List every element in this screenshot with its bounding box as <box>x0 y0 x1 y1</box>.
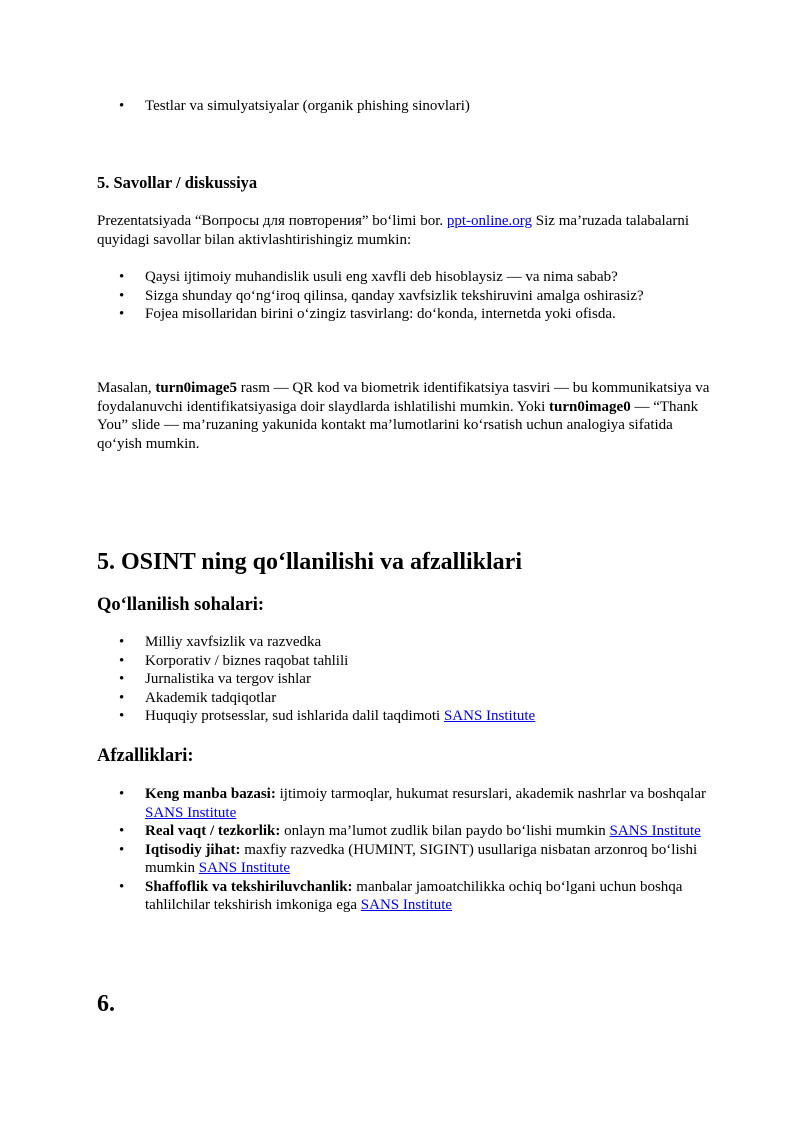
advantage-title: Iqtisodiy jihat: <box>145 841 241 858</box>
list-item-text: Huquqiy protsesslar, sud ishlarida dalil taqdimoti <box>145 708 444 724</box>
advantage-title: Shaffoflik va tekshiriluvchanlik: <box>145 878 353 895</box>
intro-text-end: Siz ma’ruzada talabalarni quyidagi savollar bilan aktivlashtirishingiz mumkin: <box>97 213 690 248</box>
list-item <box>97 707 717 726</box>
list-item: • Akademik tadqiqotlar <box>97 689 717 708</box>
ppt-online-link[interactable]: ppt-online.org <box>446 213 533 229</box>
list-item: • Korporativ / biznes raqobat tahlili <box>97 652 717 671</box>
example-bold-term: turn0image5 <box>155 380 237 396</box>
advantage-title: Keng manba bazasi: <box>145 786 276 802</box>
list-item: • Jurnalistika va tergov ishlar <box>97 670 717 689</box>
list-item: • Fojea misollaridan birini o‘zingiz tasvirlang: do‘konda, internetda yoki ofisda. <box>97 305 717 324</box>
sans-institute-link[interactable]: SANS Institute <box>360 897 453 913</box>
questions-list <box>97 268 717 324</box>
advantage-title: Real vaqt / tezkorlik: <box>145 823 281 839</box>
advantage-text: manbalar jamoatchilikka ochiq bo‘lgani uchun boshqa tahlilchilar tekshirish imkoniga ega <box>145 878 683 913</box>
list-item: • Qaysi ijtimoiy muhandislik usuli eng xavfli deb hisoblaysiz — va nima sabab? <box>97 268 717 287</box>
example-paragraph <box>97 379 717 453</box>
list-item <box>97 878 717 915</box>
list-item <box>97 785 717 822</box>
sans-institute-link[interactable]: SANS Institute <box>198 860 291 876</box>
osint-heading: 5. OSINT ning qo‘llanilishi va afzalliklari <box>97 549 522 575</box>
advantage-text: maxfiy razvedka (HUMINT, SIGINT) usullariga nisbatan arzonroq bo‘lishi mumkin <box>145 841 698 876</box>
list-item: • Milliy xavfsizlik va razvedka <box>97 633 717 652</box>
intro-text-start: Prezentatsiyada “Вопросы для повторения” bo‘limi bor. <box>97 213 447 229</box>
example-bold-term: turn0image0 <box>549 398 631 415</box>
list-item <box>97 841 717 878</box>
usage-heading: Qo‘llanilish sohalari: <box>97 595 265 615</box>
example-text: — “Thank You” slide — ma’ruzaning yakunida kontakt ma’lumotlarini ko‘rsatish uchun analogiya sifatida qo‘yish mumkin. <box>97 398 699 452</box>
list-item: • Testlar va simulyatsiyalar (organik phishing sinovlari) <box>97 97 717 116</box>
advantage-text: ijtimoiy tarmoqlar, hukumat resurslari, akademik nashrlar va boshqalar <box>275 786 706 802</box>
example-text: rasm — QR kod va biometrik identifikatsiya tasviri — bu kommunikatsiya va foydalanuvchi identifikatsiyasiga doir slaydlarda ishlatilishi mumkin. Yoki <box>97 380 710 415</box>
list-item: • Sizga shunday qo‘ng‘iroq qilinsa, qanday xavfsizlik tekshiruvini amalga oshirasiz? <box>97 287 717 306</box>
discussion-heading: 5. Savollar / diskussiya <box>97 173 258 192</box>
sans-institute-link[interactable]: SANS Institute <box>443 708 536 724</box>
usage-list <box>97 633 717 726</box>
advantages-heading: Afzalliklari: <box>97 746 194 766</box>
discussion-intro <box>97 212 717 249</box>
advantages-list <box>97 785 717 915</box>
sans-institute-link[interactable]: SANS Institute <box>145 804 237 821</box>
example-text: Masalan, <box>97 380 156 396</box>
top-bullet-list <box>97 97 717 116</box>
advantage-text: onlayn ma’lumot zudlik bilan paydo bo‘lishi mumkin <box>280 823 610 839</box>
list-item <box>97 822 717 841</box>
next-section-heading: 6. <box>97 991 115 1017</box>
sans-institute-link[interactable]: SANS Institute <box>609 823 701 839</box>
